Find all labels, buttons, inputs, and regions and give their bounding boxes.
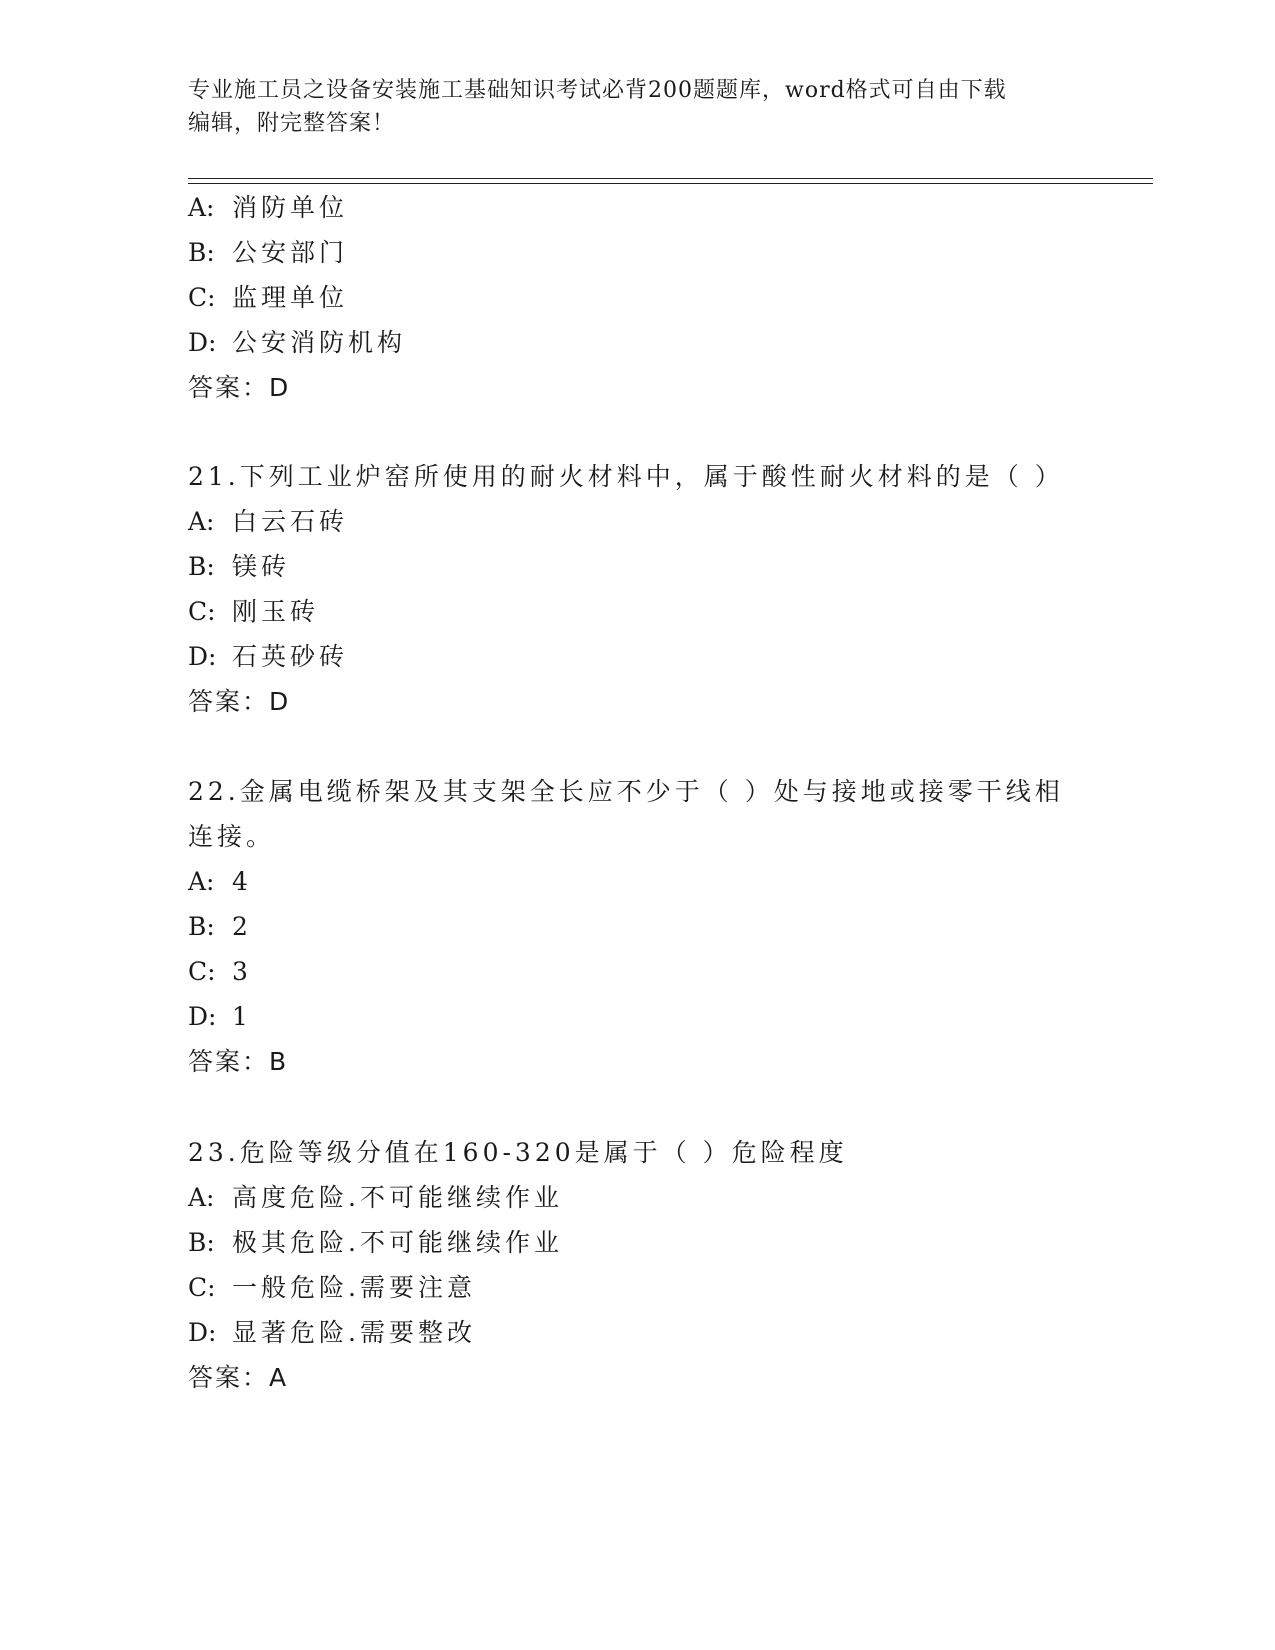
- answer-line: 答案：D: [188, 373, 291, 402]
- option-a: A: 高度危险.不可能继续作业: [188, 1183, 563, 1212]
- option-c: C: 一般危险.需要注意: [188, 1273, 476, 1302]
- answer-line: 答案：D: [188, 687, 291, 716]
- option-b: B: 极其危险.不可能继续作业: [188, 1228, 563, 1257]
- question-stem: 22.金属电缆桥架及其支架全长应不少于（ ）处与接地或接零干线相: [188, 777, 1064, 806]
- question-stem: 21.下列工业炉窑所使用的耐火材料中，属于酸性耐火材料的是（ ）: [188, 462, 1064, 491]
- option-b: B: 镁砖: [188, 552, 291, 581]
- answer-line: 答案：B: [188, 1047, 289, 1076]
- option-d: D: 1: [188, 1002, 252, 1031]
- option-c: C: 监理单位: [188, 283, 349, 312]
- header-divider-top: [188, 178, 1153, 179]
- question-stem: 23.危险等级分值在160-320是属于（ ）危险程度: [188, 1138, 848, 1167]
- option-d: D: 公安消防机构: [188, 328, 407, 357]
- option-b: B: 2: [188, 912, 252, 941]
- option-c: C: 3: [188, 957, 252, 986]
- option-b: B: 公安部门: [188, 238, 349, 267]
- header-title-line1: 专业施工员之设备安装施工基础知识考试必背200题题库，word格式可自由下载: [188, 78, 1007, 103]
- header-title-line2: 编辑，附完整答案！: [188, 111, 396, 136]
- option-d: D: 显著危险.需要整改: [188, 1318, 476, 1347]
- answer-line: 答案：A: [188, 1363, 289, 1392]
- option-d: D: 石英砂砖: [188, 642, 349, 671]
- option-c: C: 刚玉砖: [188, 597, 320, 626]
- question-stem-continued: 连接。: [188, 822, 276, 851]
- header-divider-bottom: [188, 183, 1153, 184]
- option-a: A: 白云石砖: [188, 507, 349, 536]
- document-header: [188, 74, 1068, 140]
- option-a: A: 4: [188, 867, 252, 896]
- option-a: A: 消防单位: [188, 193, 349, 222]
